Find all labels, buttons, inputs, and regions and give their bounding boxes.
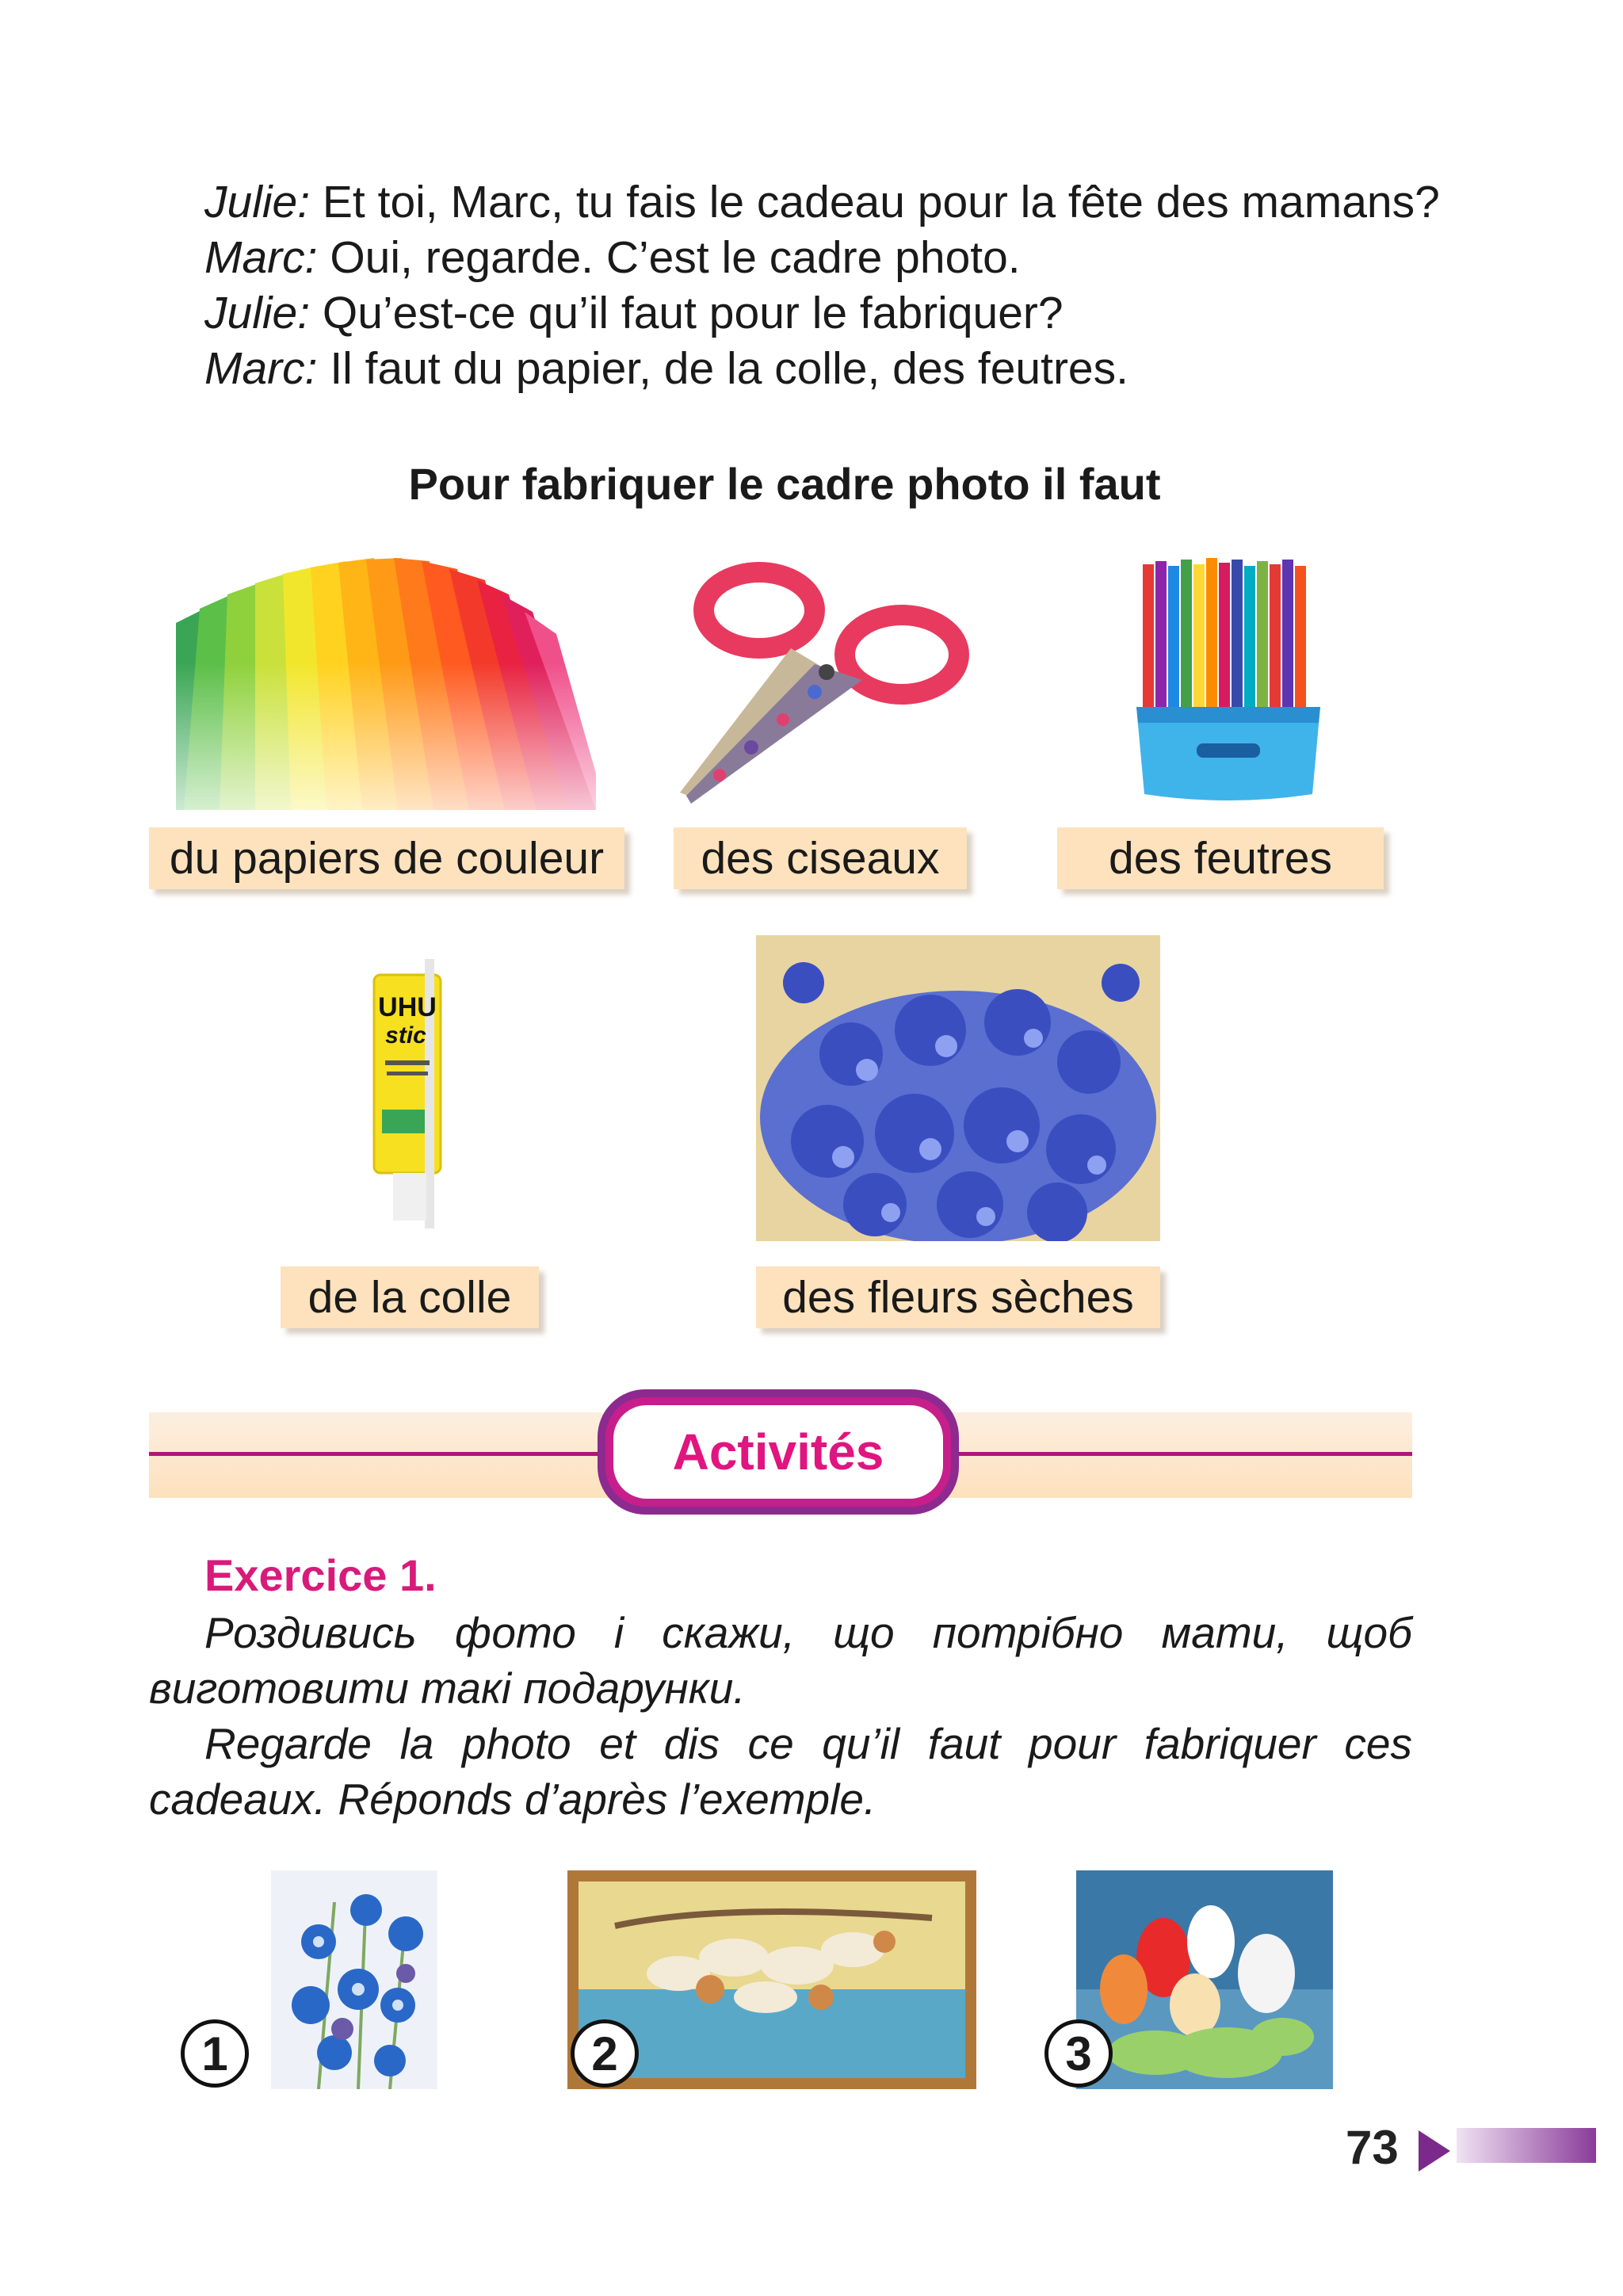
page-arrow-icon <box>1419 2130 1450 2172</box>
dialogue-line <box>204 174 1441 230</box>
instruction-uk-text: Роздивись фото і скажи, що потрібно мати, щоб виготовити такі подарунки. <box>149 1608 1412 1713</box>
glue-brand-text: UHU <box>378 992 437 1022</box>
dialogue-line <box>204 230 1441 285</box>
photo-number-3: 3 <box>1044 2019 1113 2088</box>
instruction-fr-text: Regarde la photo et dis ce qu’il faut pour fabriquer ces cadeaux. Réponds d’après l’exemple. <box>149 1719 1412 1824</box>
markers-image <box>1133 556 1323 802</box>
activities-title: Activités <box>613 1405 943 1499</box>
photo-1-image <box>271 1870 437 2089</box>
label-scissors: des ciseaux <box>674 827 967 889</box>
exercise-instruction-uk <box>149 1605 1412 1716</box>
scissors-image <box>672 561 981 807</box>
dialogue-text: Oui, regarde. C’est le cadre photo. <box>317 232 1021 283</box>
speaker-name: Marc: <box>204 343 318 394</box>
activities-banner <box>598 1389 959 1515</box>
glue-stick-image <box>369 951 449 1236</box>
page-bar <box>1457 2128 1596 2163</box>
dialogue <box>204 174 1441 396</box>
label-dried-flowers: des fleurs sèches <box>756 1266 1160 1328</box>
speaker-name: Julie: <box>204 288 311 338</box>
dialogue-text: Il faut du papier, de la colle, des feutres. <box>317 343 1128 394</box>
speaker-name: Julie: <box>204 177 311 227</box>
exercise-instruction-fr <box>149 1716 1412 1827</box>
photo-3-image <box>1076 1870 1333 2089</box>
dried-flowers-image <box>756 935 1160 1241</box>
photo-number-2: 2 <box>571 2019 639 2088</box>
dialogue-text: Qu’est-ce qu’il faut pour le fabriquer? <box>310 288 1064 338</box>
speaker-name: Marc: <box>204 232 318 283</box>
dialogue-text: Et toi, Marc, tu fais le cadeau pour la fête des mamans? <box>310 177 1440 227</box>
label-markers: des feutres <box>1057 827 1384 889</box>
page-number: 73 <box>1346 2121 1399 2174</box>
glue-sub-text: stic <box>385 1022 426 1049</box>
dialogue-line <box>204 285 1441 341</box>
photo-number-1: 1 <box>181 2019 249 2088</box>
exercise-title: Exercice 1. <box>204 1550 437 1600</box>
label-colored-paper: du papiers de couleur <box>149 827 624 889</box>
section-title: Pour fabriquer le cadre photo il faut <box>408 459 1161 509</box>
colored-paper-image <box>176 552 596 810</box>
label-glue: de la colle <box>281 1266 539 1328</box>
dialogue-line <box>204 341 1441 396</box>
